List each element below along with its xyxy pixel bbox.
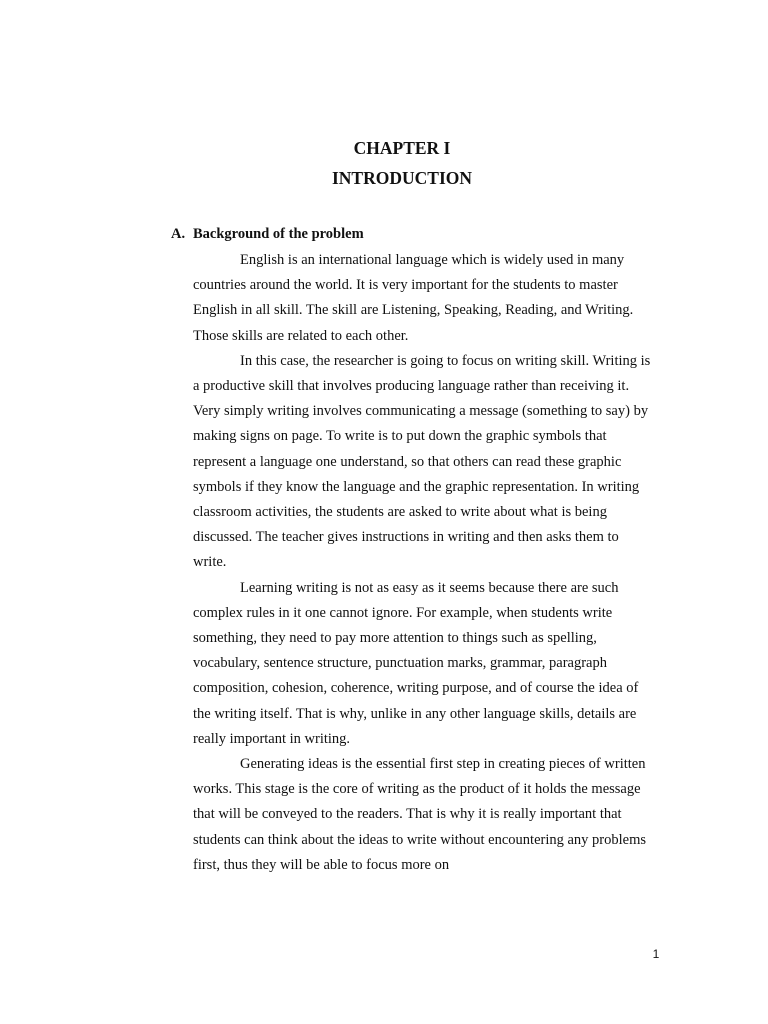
paragraph: Learning writing is not as easy as it seems because there are such complex rules in it one cannot ignore. For example, when students write something, they need to pay more attention to things such as spelling, vocabulary, sentence structure, punctuation marks, grammar, paragraph composition, cohesion, coherence, writing purpose, and of course the idea of the writing itself. That is why, unlike in any other language skills, details are really important in writing. xyxy=(193,579,639,747)
paragraph: English is an international language which is widely used in many countries around the world. It is very important for the students to master English in all skill. The skill are Listening, Speaking, Reading, and Writing. Those skills are related to each other. xyxy=(193,252,634,344)
section-heading xyxy=(171,225,364,243)
paragraph: Generating ideas is the essential first step in creating pieces of written works. This stage is the core of writing as the product of it holds the message that will be conveyed to the readers. That is why it is really important that students can think about the ideas to write without encountering any problems first, thus they will be able to focus more on xyxy=(193,756,647,873)
section-letter: A. xyxy=(171,226,186,242)
section-body xyxy=(193,248,653,878)
section-title: Background of the problem xyxy=(193,226,364,242)
chapter-number: CHAPTER I xyxy=(353,138,451,158)
chapter-title: INTRODUCTION xyxy=(331,168,473,188)
paragraph: In this case, the researcher is going to focus on writing skill. Writing is a productive skill that involves producing language rather than receiving it. Very simply writing involves communicating a message (something to say) by making signs on page. To write is to put down the graphic symbols that represent a language one understand, so that others can read these graphic symbols if they know the language and the graphic representation. In writing classroom activities, the students are asked to write about what is being discussed. The teacher gives instructions in writing and then asks them to write. xyxy=(193,352,651,571)
page-number: 1 xyxy=(652,947,660,961)
